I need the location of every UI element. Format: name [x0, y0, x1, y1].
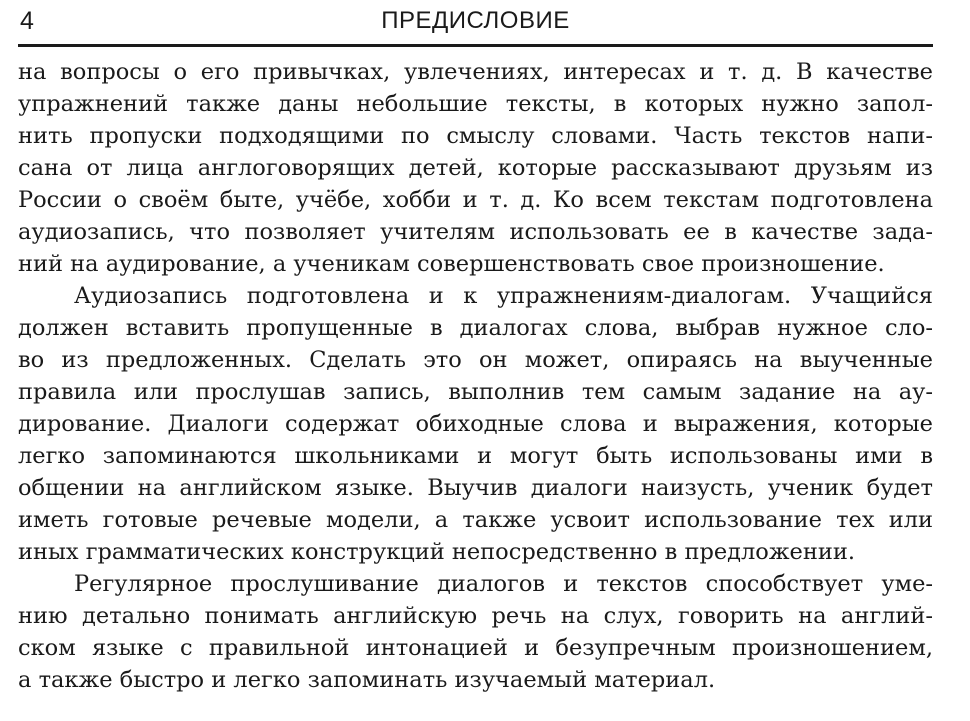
- text-line: а также быстро и легко запоминать изучаемый материал.: [18, 667, 716, 693]
- text-line: дирование. Диалоги содержат обиходные слова и выражения, которые: [18, 411, 933, 437]
- text-line: во из предложенных. Сделать это он может, опираясь на выученные: [18, 347, 933, 373]
- paragraph: [18, 56, 933, 280]
- text-line: России о своём быте, учёбе, хобби и т. д. Ко всем текстам подготовлена: [18, 187, 933, 213]
- text-line: правила или прослушав запись, выполнив тем самым задание на ау-: [18, 379, 933, 405]
- paragraph: [18, 568, 933, 696]
- text-line: упражнений также даны небольшие тексты, в которых нужно запол-: [18, 91, 933, 117]
- text-line: на вопросы о его привычках, увлечениях, интересах и т. д. В качестве: [18, 59, 933, 85]
- text-line: нию детально понимать английскую речь на слух, говорить на англий-: [18, 603, 933, 629]
- running-title: ПРЕДИСЛОВИЕ: [381, 7, 570, 34]
- text-line: иных грамматических конструкций непосредственно в предложении.: [18, 539, 856, 565]
- text-body: [18, 56, 933, 696]
- text-line: иметь готовые речевые модели, а также усвоит использование тех или: [18, 507, 933, 533]
- text-line: сана от лица англоговорящих детей, которые рассказывают друзьям из: [18, 155, 933, 181]
- text-line: Регулярное прослушивание диалогов и текстов способствует уме-: [74, 571, 933, 597]
- text-line: ском языке с правильной интонацией и безупречным произношением,: [18, 635, 933, 661]
- text-line: нить пропуски подходящими по смыслу словами. Часть текстов напи-: [18, 123, 933, 149]
- page-number: 4: [20, 7, 34, 35]
- text-line: общении на английском языке. Выучив диалоги наизусть, ученик будет: [18, 475, 933, 501]
- page-header: [18, 0, 933, 47]
- text-line: легко запоминаются школьниками и могут быть использованы ими в: [18, 443, 933, 469]
- text-line: ний на аудирование, а ученикам совершенствовать свое произношение.: [18, 251, 885, 277]
- text-line: аудиозапись, что позволяет учителям использовать ее в качестве зада-: [18, 219, 933, 245]
- paragraph: [18, 280, 933, 568]
- text-line: Аудиозапись подготовлена и к упражнениям-диалогам. Учащийся: [74, 283, 933, 309]
- text-line: должен вставить пропущенные в диалогах слова, выбрав нужное сло-: [18, 315, 933, 341]
